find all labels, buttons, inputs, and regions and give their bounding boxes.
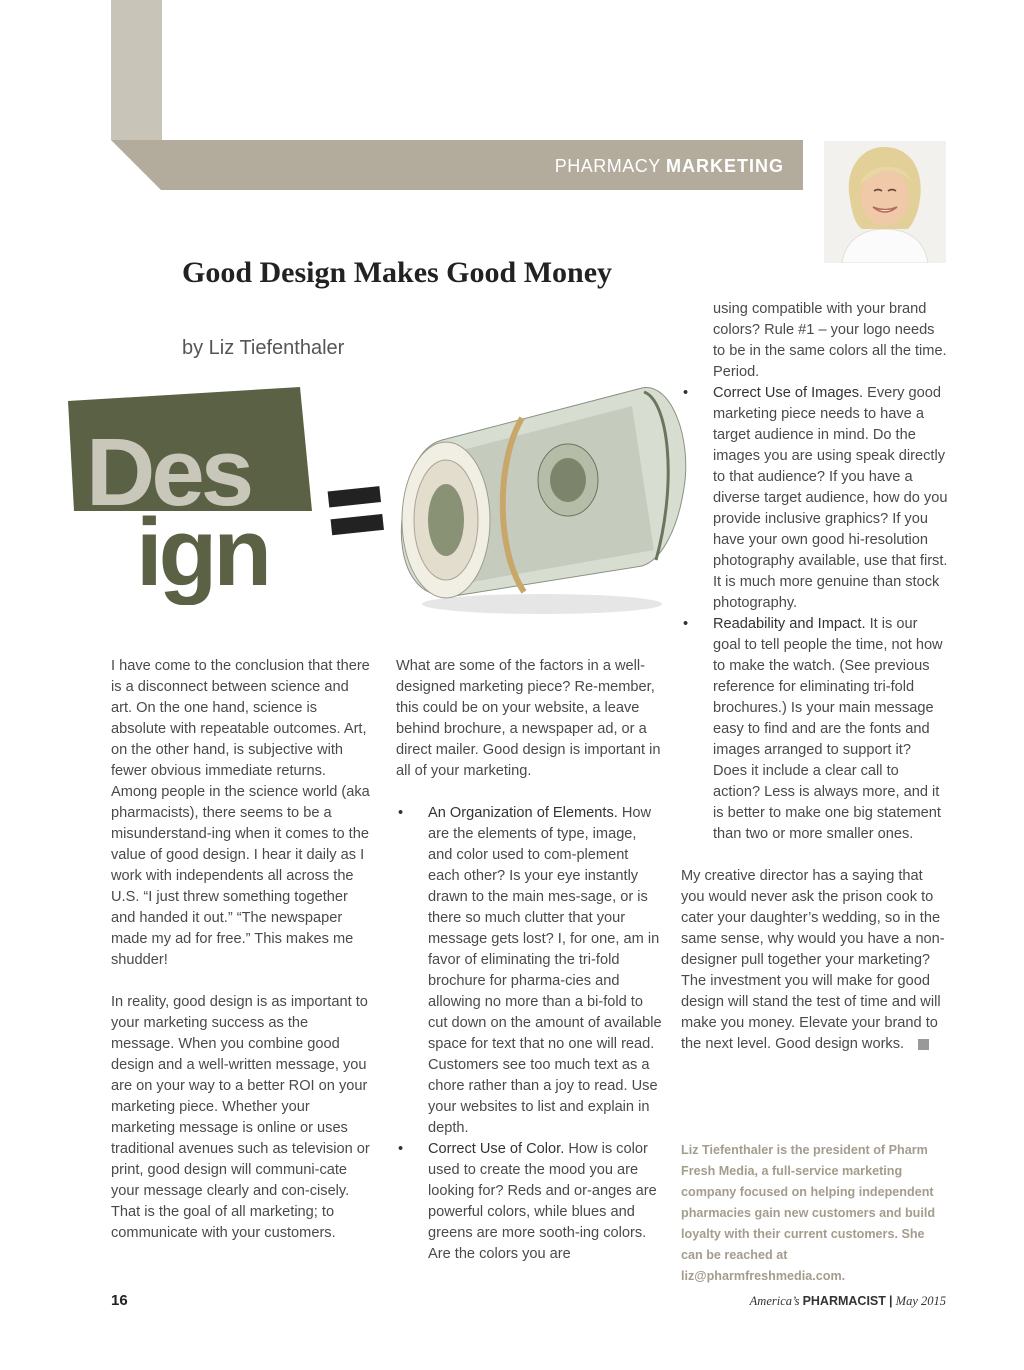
design-word-bottom: ign bbox=[136, 499, 268, 605]
author-photo bbox=[824, 141, 946, 263]
bullet-text: Every good marketing piece needs to have a target audience in mind. Do the images you are using speak directly to that audience? If you have a diverse target audience, how do you provide inclusive graphics? If you have your own good hi-resolution photography available, use that first. It is much more genuine than stock photography. bbox=[713, 385, 948, 611]
closing-paragraph bbox=[681, 866, 949, 1055]
article-title: Good Design Makes Good Money bbox=[182, 256, 613, 289]
design-equals-graphic bbox=[68, 385, 398, 605]
column-2 bbox=[396, 656, 664, 1265]
bullet-text: using compatible with your brand colors? Rule #1 – your logo needs to be in the same colors all the time. Period. bbox=[713, 301, 947, 380]
issue-date: May 2015 bbox=[895, 1294, 946, 1308]
byline: by Liz Tiefenthaler bbox=[182, 337, 345, 359]
section-label-bold: MARKETING bbox=[666, 156, 784, 176]
bullet-list-col3 bbox=[681, 299, 949, 845]
bullet-text: How is color used to create the mood you are looking for? Reds and or-anges are powerful colors, while blues and greens are more sooth-ing colors. Are the colors you are bbox=[428, 1141, 657, 1262]
col1-paragraph-2: In reality, good design is as important to your marketing success as the message. When you combine good design and a well-written message, you are on your way to a better ROI on your marketing piece. Whether your marketing message is online or uses traditional avenues such as television or print, good design will communi-cate your message clearly and con-cisely. That is the goal of all marketing; to communicate with your customers. bbox=[111, 994, 370, 1241]
magazine-footer bbox=[750, 1294, 946, 1309]
footer-separator: | bbox=[889, 1294, 893, 1308]
page-number: 16 bbox=[111, 1292, 128, 1309]
author-bio: Liz Tiefenthaler is the president of Pharm Fresh Media, a full-service marketing company focused on helping independent pharmacies gain new customers and build loyalty with their current customers. She can be reached at liz@pharmfreshmedia.com. bbox=[681, 1143, 936, 1283]
money-roll-image bbox=[392, 370, 692, 620]
col2-intro: What are some of the factors in a well-designed marketing piece? Re-member, this could be on your website, a leave behind brochure, a newspaper ad, or a direct mailer. Good design is important in all of your marketing. bbox=[396, 658, 661, 779]
bullet-text: How are the elements of type, image, and color used to com-plement each other? Is your eye instantly drawn to the main mes-sage, or is there so much clutter that your message gets lost? I, for one, am in favor of eliminating the tri-fold brochure for pharma-cies and allowing no more than a bi-fold to cut down on the amount of available space for text that no one will read. Customers see too much text as a chore rather than a joy to read. Use your websites to list and explain in depth. bbox=[428, 805, 662, 1136]
end-mark-icon bbox=[918, 1039, 929, 1050]
design-word-top: Des bbox=[86, 419, 251, 526]
bullet-text: It is our goal to tell people the time, not how to make the watch. (See previous reference for eliminating tri-fold brochures.) Is your main message easy to find and are the fonts and images arranged to support it? Does it include a clear call to action? Less is always more, and it is better to make one big statement than two or more smaller ones. bbox=[713, 616, 943, 842]
closing-text: My creative director has a saying that you would never ask the prison cook to cater your daughter’s wedding, so in the same sense, why would you have a non-designer pull together your marketing? The investment you will make for good design will stand the test of time and will make you money. Elevate your brand to the next level. Good design works. bbox=[681, 868, 945, 1052]
bullet-lead: Correct Use of Images. bbox=[713, 385, 864, 401]
column-3 bbox=[681, 299, 949, 1076]
magazine-name-italic: America’s bbox=[749, 1294, 800, 1308]
magazine-name-bold: PHARMACIST bbox=[802, 1294, 886, 1308]
equals-sign bbox=[328, 486, 384, 535]
bullet-color bbox=[396, 1139, 664, 1265]
col1-paragraph-1: I have come to the conclusion that there is a disconnect between science and art. On the one hand, science is absolute with repeatable outcomes. Art, on the other hand, is subjective with fewer obvious immediate returns. Among people in the science world (aka pharmacists), there seems to be a misunderstand-ing when it comes to the value of good design. I hear it daily as I work with independents all across the U.S. “I just threw something together and handed it out.” “The newspaper made my ad for free.” This makes me shudder! bbox=[111, 658, 370, 968]
bullet-readability bbox=[681, 614, 949, 845]
bullet-lead: Readability and Impact. bbox=[713, 616, 866, 632]
section-label-light: PHARMACY bbox=[554, 156, 661, 176]
section-label bbox=[555, 156, 784, 177]
column-1 bbox=[111, 656, 373, 1265]
bullet-list-col2 bbox=[396, 803, 664, 1265]
bullet-color-continued bbox=[681, 299, 949, 383]
bullet-images bbox=[681, 383, 949, 614]
bullet-lead: Correct Use of Color. bbox=[428, 1141, 565, 1157]
bullet-lead: An Organization of Elements. bbox=[428, 805, 618, 821]
header-vertical-bar bbox=[111, 0, 162, 140]
bullet-organization bbox=[396, 803, 664, 1139]
